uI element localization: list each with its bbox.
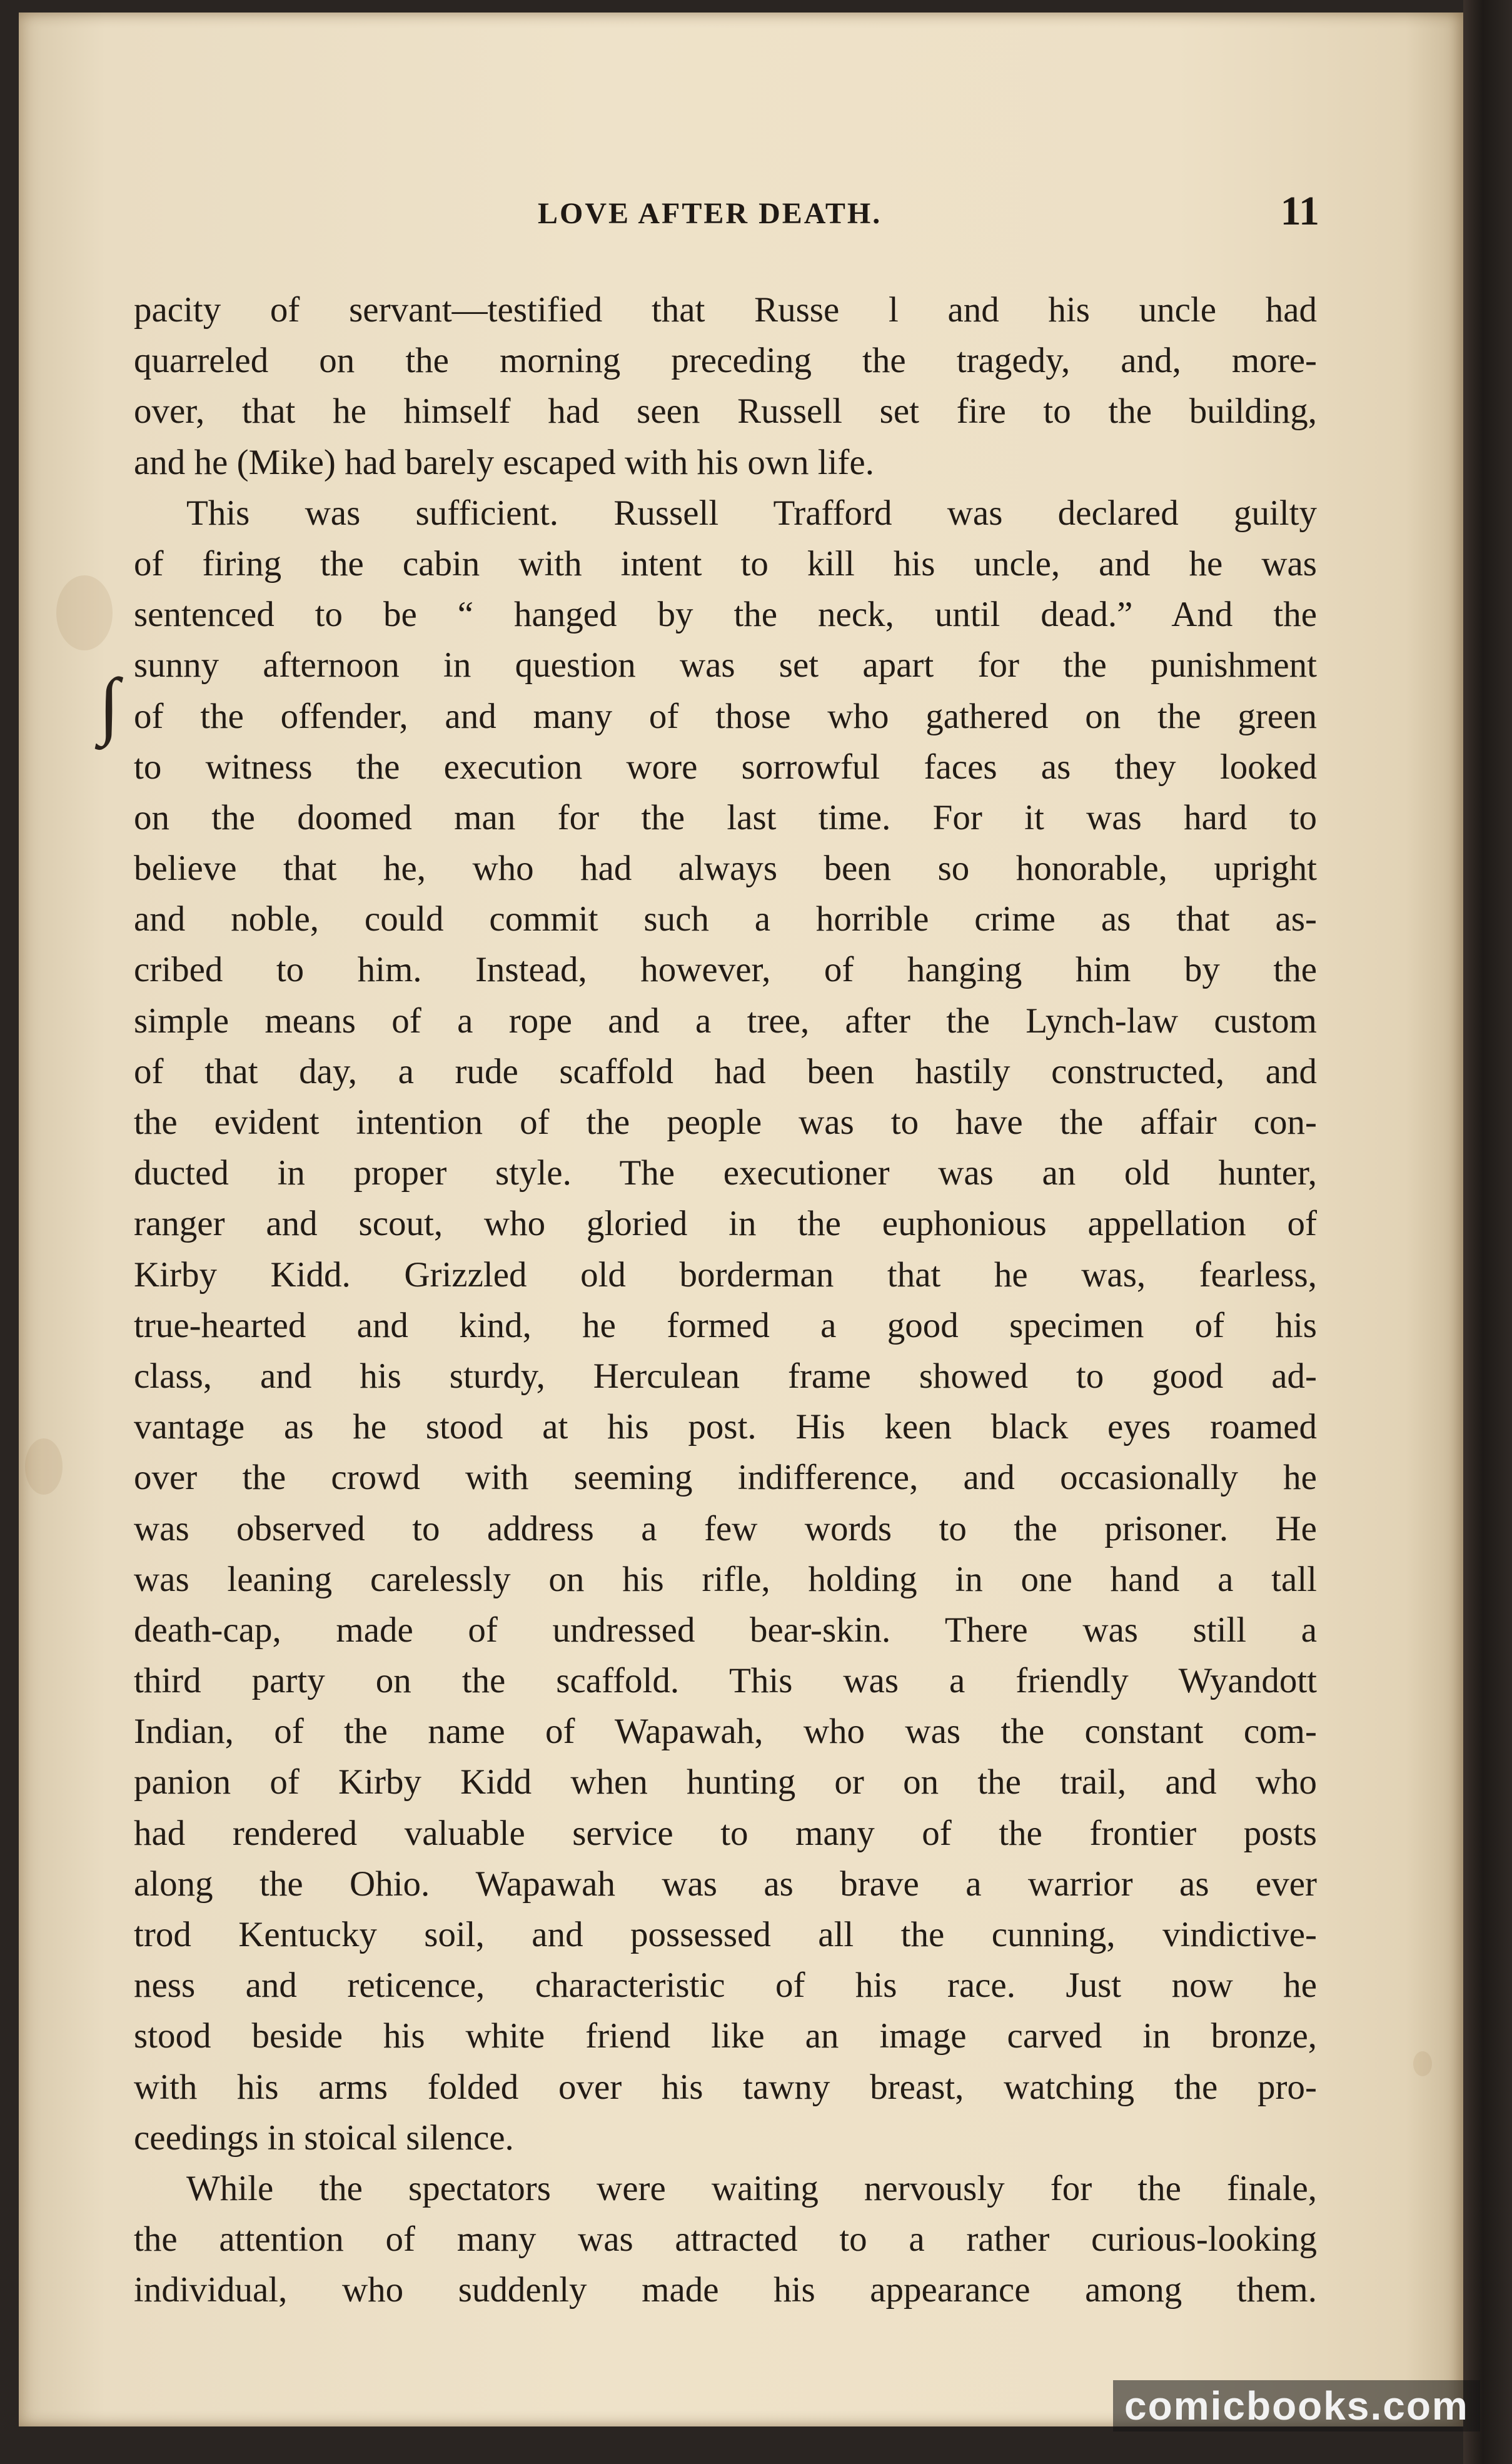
text-line: trod Kentucky soil, and possessed all the cunning, vindictive- [134, 1915, 1317, 1954]
running-title: LOVE AFTER DEATH. [538, 197, 882, 230]
text-line: to witness the execution wore sorrowful faces as they looked [134, 747, 1317, 787]
text-line: pacity of servant—testified that Russe l and his uncle had [134, 290, 1317, 330]
paper-stain [25, 1438, 63, 1495]
text-line: believe that he, who had always been so honorable, upright [134, 849, 1317, 889]
margin-mark: ∫ [99, 663, 119, 746]
text-line: This was sufficient. Russell Trafford was declared guilty [186, 493, 1317, 533]
text-line: panion of Kirby Kidd when hunting or on the trail, and who [134, 1762, 1317, 1802]
text-line: stood beside his white friend like an image carved in bronze, [134, 2016, 1317, 2056]
text-line: simple means of a rope and a tree, after the Lynch-law custom [134, 1001, 1317, 1041]
text-line: death-cap, made of undressed bear-skin. There was still a [134, 1610, 1317, 1650]
book-spine [1463, 0, 1512, 2464]
text-line: Kirby Kidd. Grizzled old borderman that he was, fearless, [134, 1255, 1317, 1295]
text-line: on the doomed man for the last time. For it was hard to [134, 797, 1317, 837]
text-line: ranger and scout, who gloried in the euphonious appellation of [134, 1204, 1317, 1244]
text-line: was observed to address a few words to the prisoner. He [134, 1508, 1317, 1548]
text-line: individual, who suddenly made his appearance among them. [134, 2270, 1317, 2310]
text-line: class, and his sturdy, Herculean frame showed to good ad- [134, 1356, 1317, 1396]
text-line: had rendered valuable service to many of the frontier posts [134, 1813, 1317, 1853]
text-line: over the crowd with seeming indifference, and occasionally he [134, 1458, 1317, 1498]
text-line: and he (Mike) had barely escaped with his own life. [134, 442, 874, 482]
text-line: sunny afternoon in question was set apart for the punishment [134, 645, 1317, 685]
site-watermark: comicbooks.com [1113, 2380, 1480, 2431]
text-line: third party on the scaffold. This was a friendly Wyandott [134, 1661, 1317, 1701]
text-line: of firing the cabin with intent to kill his uncle, and he was [134, 543, 1317, 583]
text-line: Indian, of the name of Wapawah, who was the constant com- [134, 1712, 1317, 1752]
text-line: quarreled on the morning preceding the tragedy, and, more- [134, 341, 1317, 381]
text-line: of that day, a rude scaffold had been hastily constructed, and [134, 1051, 1317, 1091]
text-line: along the Ohio. Wapawah was as brave a warrior as ever [134, 1864, 1317, 1904]
paper-stain [56, 575, 113, 650]
text-line: ducted in proper style. The executioner was an old hunter, [134, 1153, 1317, 1193]
text-line: While the spectators were waiting nervously for the finale, [186, 2168, 1317, 2208]
text-line: ness and reticence, characteristic of his race. Just now he [134, 1966, 1317, 2006]
text-line: the evident intention of the people was to have the affair con- [134, 1103, 1317, 1142]
text-line: cribed to him. Instead, however, of hanging him by the [134, 950, 1317, 990]
body-text [134, 285, 1317, 2316]
running-header [125, 188, 1319, 238]
page-number: 11 [1280, 188, 1319, 234]
text-line: over, that he himself had seen Russell set fire to the building, [134, 391, 1317, 432]
text-line: the attention of many was attracted to a rather curious-looking [134, 2219, 1317, 2260]
paper-stain [1413, 2051, 1432, 2076]
text-line: and noble, could commit such a horrible crime as that as- [134, 899, 1317, 939]
text-line: true-hearted and kind, he formed a good specimen of his [134, 1305, 1317, 1345]
text-line: was leaning carelessly on his rifle, holding in one hand a tall [134, 1559, 1317, 1599]
text-line: vantage as he stood at his post. His keen black eyes roamed [134, 1407, 1317, 1447]
text-line: of the offender, and many of those who gathered on the green [134, 696, 1317, 736]
text-line: ceedings in stoical silence. [134, 2118, 514, 2158]
text-line: with his arms folded over his tawny breast, watching the pro- [134, 2067, 1317, 2107]
text-line: sentenced to be “ hanged by the neck, until dead.” And the [134, 595, 1317, 635]
